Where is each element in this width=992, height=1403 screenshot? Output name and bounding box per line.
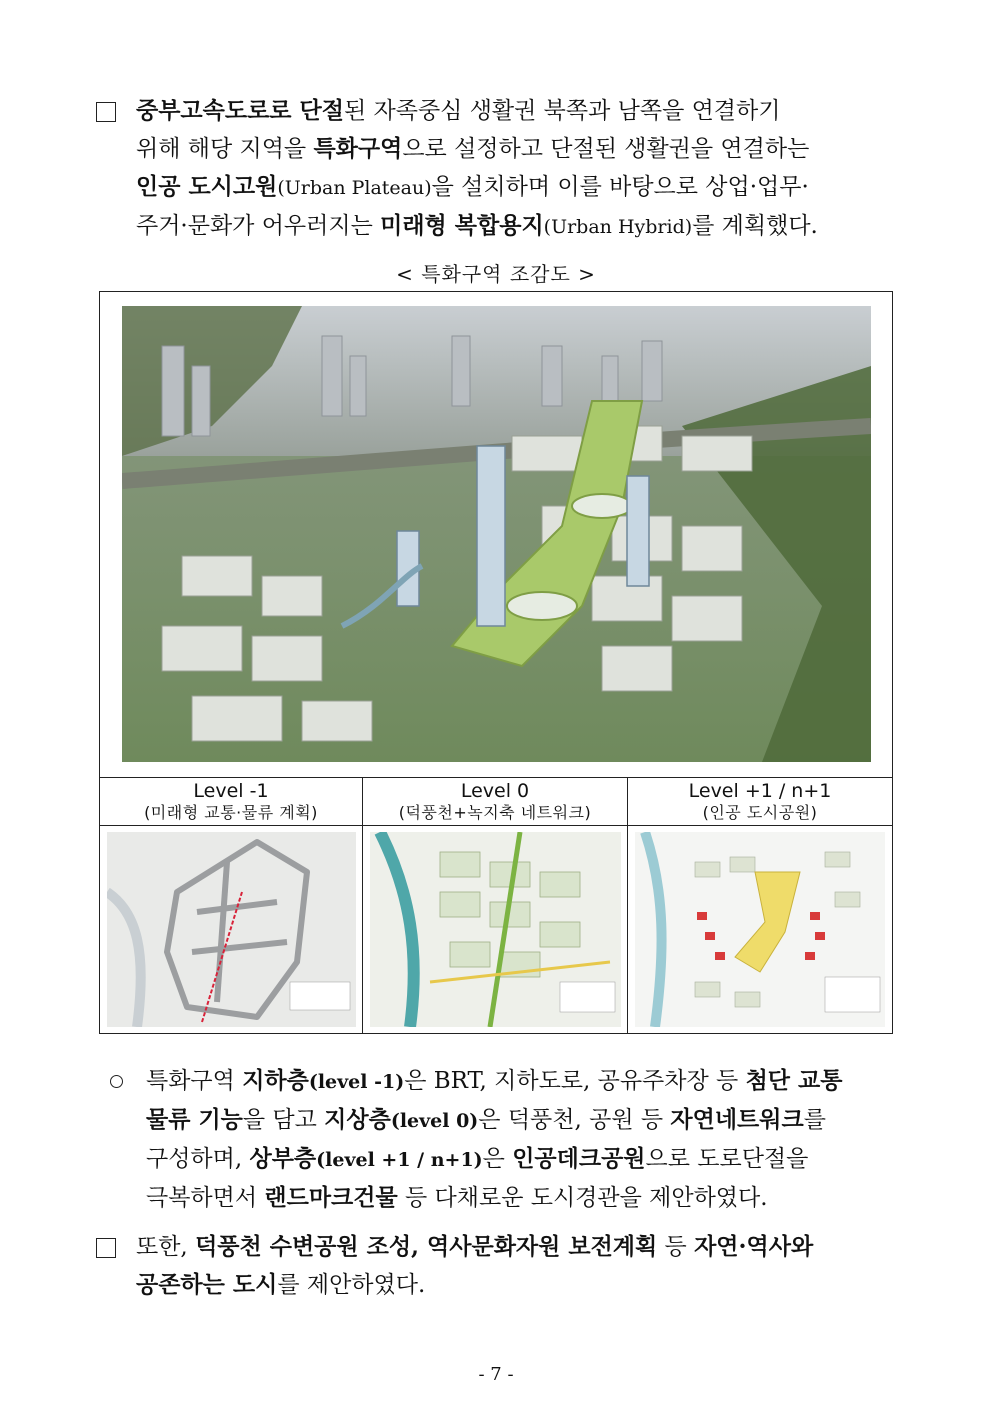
level-plan-table [100,777,892,1033]
body-text: 등 [657,1234,695,1260]
body-text: 구성하며, [146,1146,250,1172]
checkbox-bullet-icon [96,102,116,122]
body-text: 등 다채로운 도시경관을 제안하였다. [397,1185,768,1211]
body-text: 를 [803,1107,826,1133]
figure-frame [99,291,893,1034]
level-plus-1-map-image [635,832,885,1027]
highlight-text: 자연네트워크 [670,1106,804,1133]
intro-line-2 [136,130,902,168]
levels-description [110,1062,902,1217]
body-text: 주거·문화가 어우러지는 [136,213,381,239]
level-subtitle: (덕풍천+녹지축 네트워크) [398,803,592,822]
intro-line-1 [136,92,902,130]
highlight-text: 상부층 [249,1145,317,1172]
level-minus-1-column [100,778,363,1034]
level-title: Level 0 [460,780,530,802]
levels-line-1 [146,1062,902,1101]
highlight-text: 인공 도시고원 [136,173,278,200]
body-text: 으로 설정하고 단절된 생활권을 연결하는 [402,136,810,162]
levels-line-4 [146,1179,902,1217]
highlight-text: 공존하는 도시 [136,1271,278,1298]
level-0-header [363,778,627,826]
level-term: (level -1) [308,1071,405,1093]
body-text: 은 [482,1146,513,1172]
level-subtitle: (인공 도시공원) [702,803,818,822]
closing-line-1 [136,1228,902,1266]
level-0-map-image [370,832,620,1027]
highlight-text: 지상층 [324,1106,391,1133]
highlight-text: 랜드마크건물 [264,1184,398,1211]
level-0-column [363,778,628,1034]
level-minus-1-map-image [107,832,355,1027]
english-term: (Urban Plateau) [277,177,432,199]
page-number: - 7 - [478,1364,514,1385]
highlight-text: 중부고속도로로 단절 [136,97,344,124]
level-minus-1-header [100,778,362,826]
body-text: 으로 도로단절을 [645,1146,809,1172]
body-text: 극복하면서 [146,1185,265,1211]
intro-line-3 [136,168,902,207]
body-text: 된 자족중심 생활권 북쪽과 남쪽을 연결하기 [343,98,781,124]
highlight-text: 미래형 복합용지 [380,212,544,239]
checkbox-bullet-icon [96,1238,116,1258]
english-term: (Urban Hybrid) [543,216,693,238]
level-plus-1-header [628,778,892,826]
body-text: 를 제안하였다. [277,1272,426,1298]
closing-line-2 [136,1266,902,1304]
intro-line-4 [136,207,902,246]
highlight-text: 덕풍천 수변공원 조성, 역사문화자원 보전계획 [195,1233,658,1260]
highlight-text: 지하층 [242,1067,309,1094]
body-text: 특화구역 [146,1068,243,1094]
aerial-rendering-image [122,306,871,762]
closing-paragraph [96,1228,902,1304]
level-term: (level 0) [390,1110,479,1132]
level-subtitle: (미래형 교통·물류 계획) [144,803,318,822]
body-text: 은 BRT, 지하도로, 공유주차장 등 [404,1068,746,1094]
body-text: 위해 해당 지역을 [136,136,314,162]
body-text: 을 설치하며 이를 바탕으로 상업·업무· [431,174,809,200]
body-text: 을 담고 [242,1107,325,1133]
body-text: 를 계획했다. [692,213,818,239]
circle-bullet-icon [110,1075,123,1088]
highlight-text: 자연·역사와 [694,1233,814,1260]
figure-caption: < 특화구역 조감도 > [396,262,596,286]
levels-line-2 [146,1101,902,1140]
highlight-text: 인공데크공원 [512,1145,646,1172]
highlight-text: 특화구역 [313,135,403,162]
level-term: (level +1 / n+1) [316,1149,483,1171]
level-plus-1-column [628,778,892,1034]
intro-paragraph [96,92,902,246]
levels-line-3 [146,1140,902,1179]
highlight-text: 첨단 교통 [745,1067,843,1094]
body-text: 은 덕풍천, 공원 등 [478,1107,671,1133]
body-text: 또한, [136,1234,196,1260]
level-title: Level -1 [193,780,269,802]
highlight-text: 물류 기능 [146,1106,243,1133]
level-title: Level +1 / n+1 [688,780,832,802]
